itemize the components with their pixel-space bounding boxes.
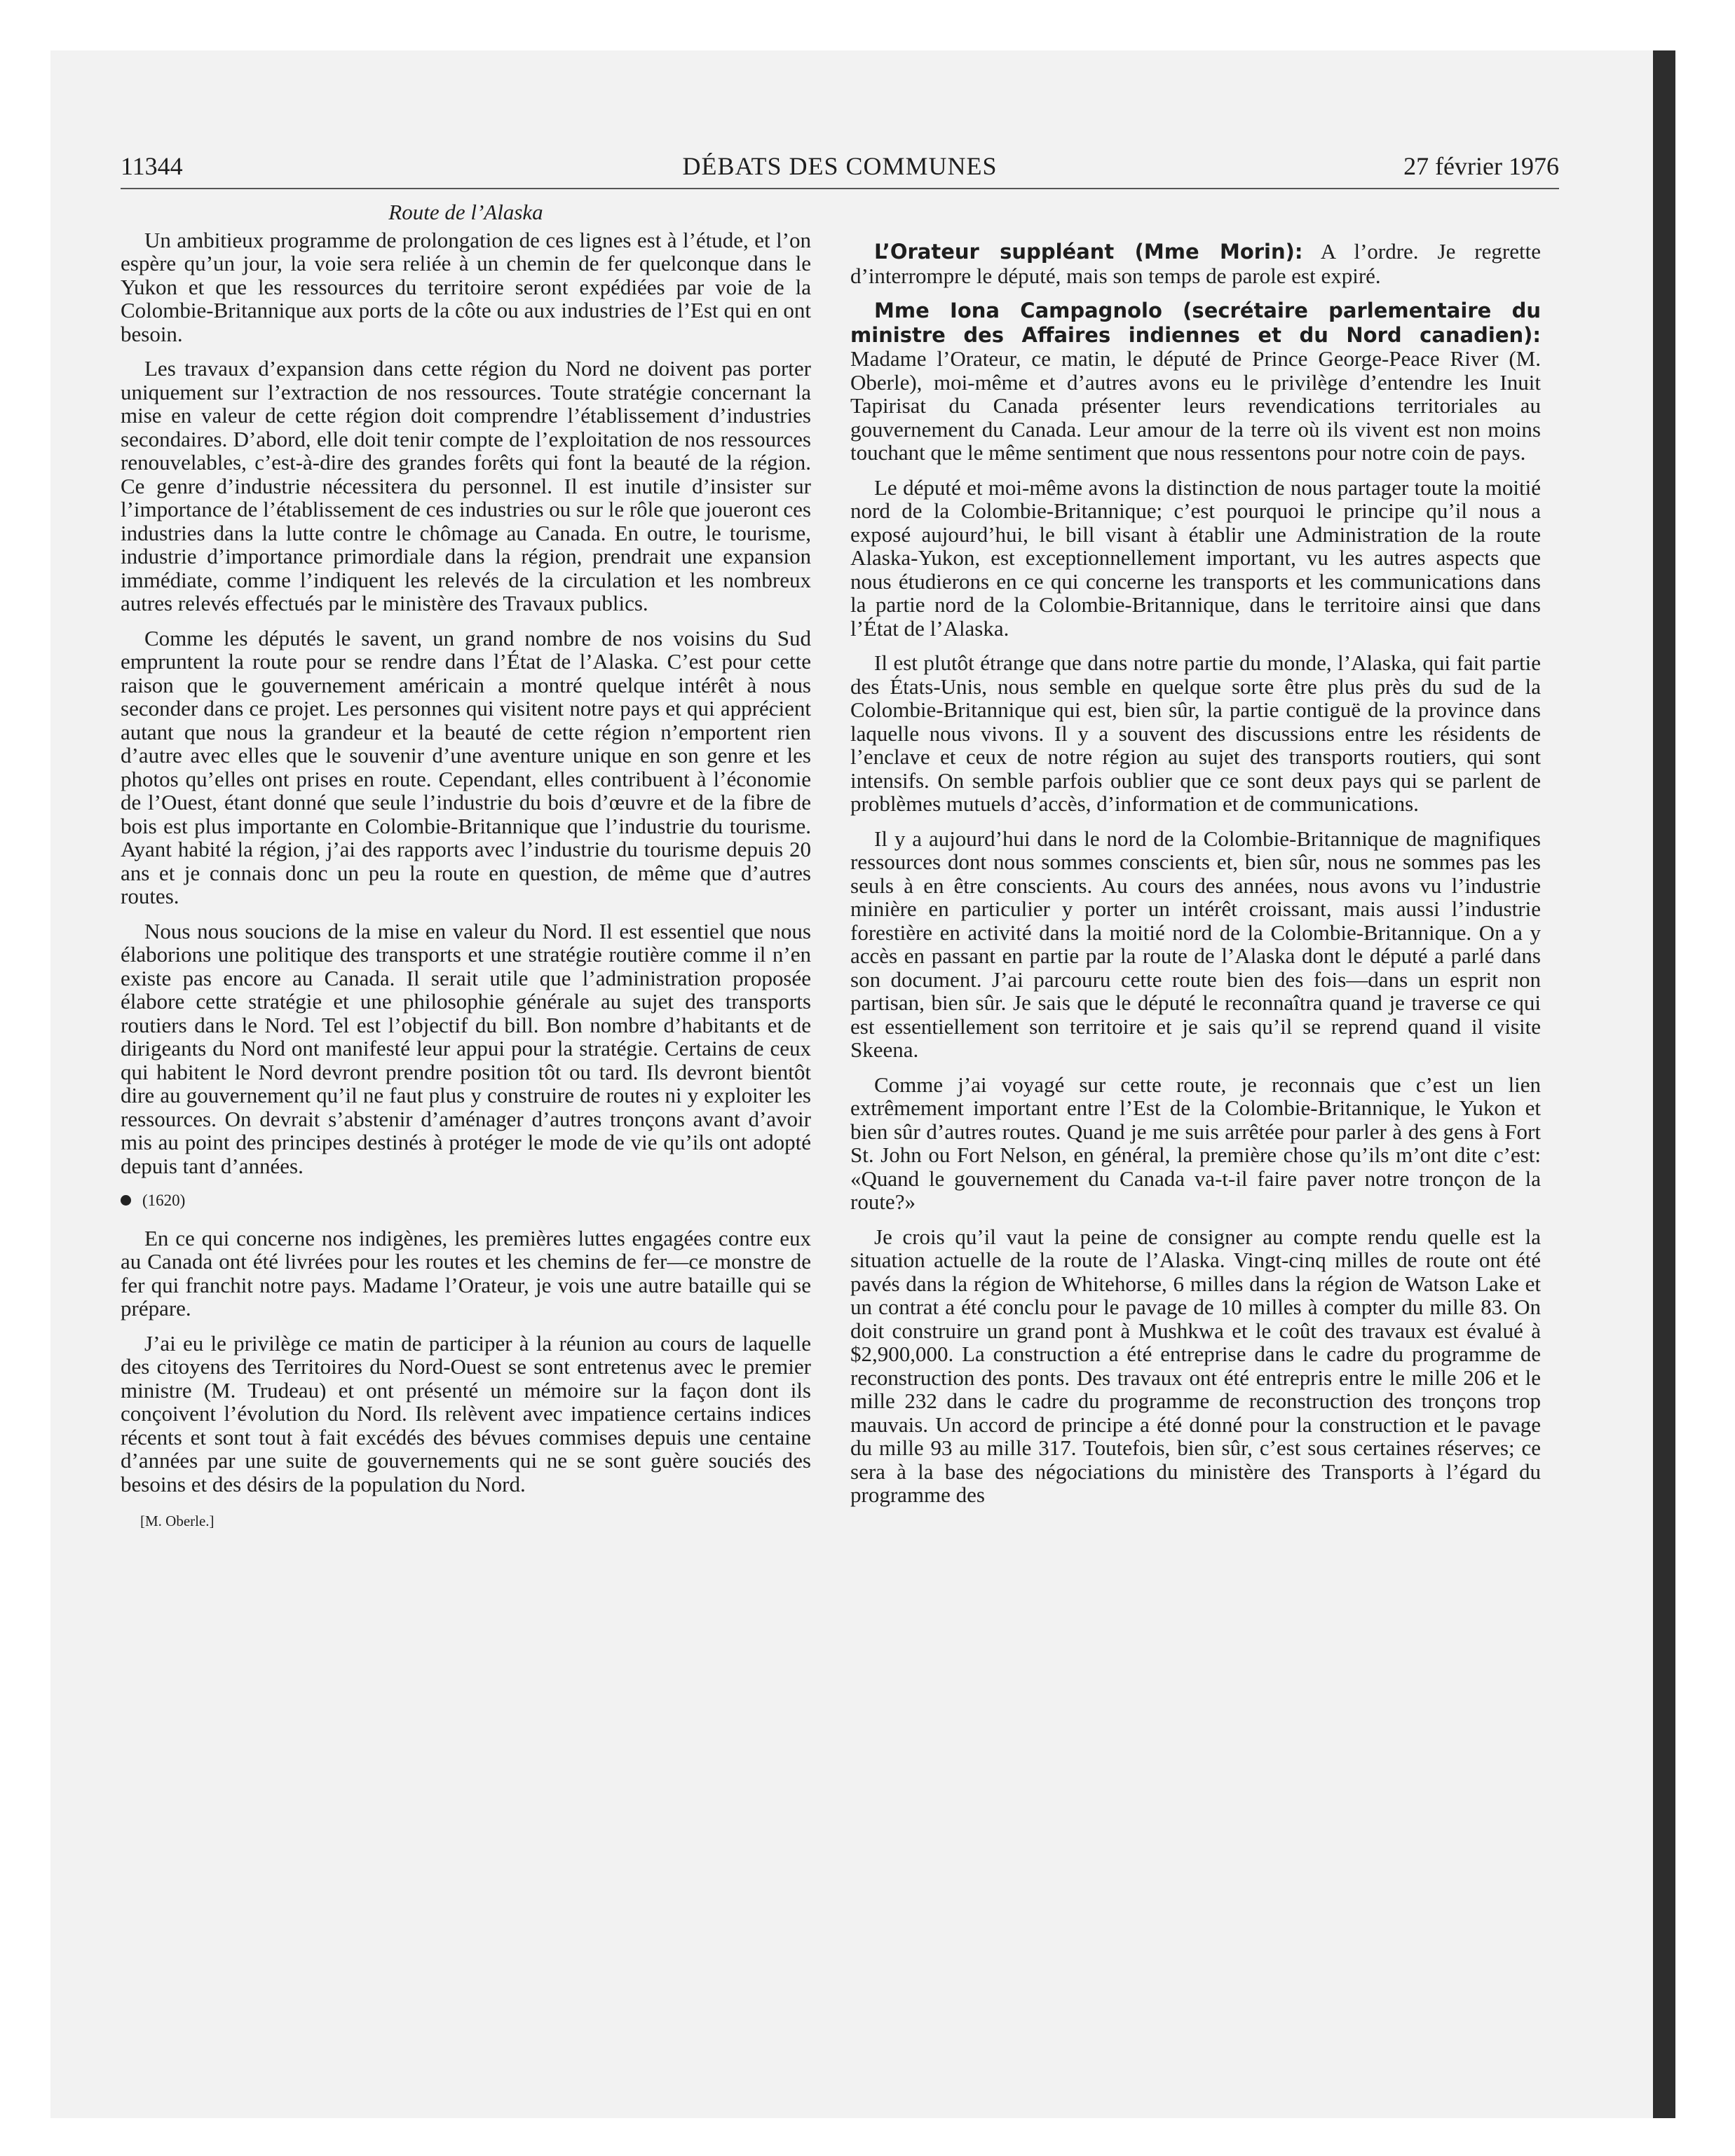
speaker-name: Mme Iona Campagnolo (secrétaire parlementaire du ministre des Affaires indiennes et du Nord canadien): <box>850 299 1541 347</box>
paragraph: Il y a aujourd’hui dans le nord de la Colombie-Britannique de magnifiques ressources dont nous sommes conscients et, bien sûr, nous ne sommes pas les seuls à en être conscients. Au cours des années, nous avons vu l’industrie minière en particulier y porter un intérêt croissant, mais aussi l’industrie forestière en activité dans la moitié nord de la Colombie-Britannique. On a y accès en passant en partie par la route de l’Alaska dont le député a parlé dans son document. J’ai parcouru cette route bien des fois—dans un esprit non partisan, bien sûr. Je sais que le député le reconnaîtra quand je traverse ce qui est essentiellement son territoire et je sais qu’il se reprend quand il visite Skeena. <box>850 826 1541 1062</box>
page-header <box>121 151 1559 189</box>
right-column <box>850 240 1541 1518</box>
publication-date: 27 février 1976 <box>1403 152 1559 180</box>
paragraph: Il est plutôt étrange que dans notre partie du monde, l’Alaska, qui fait partie des États-Unis, nous semble en quelque sorte être plus près du sud de la Colombie-Britannique qui est, bien sûr, la partie contiguë de la province dans laquelle nous vivons. Il y a souvent des discussions entre les résidents de l’enclave et ceux de notre région au sujet des transports routiers, qui sont intensifs. On semble parfois oublier que ce sont deux pays qui se parlent de problèmes mutuels d’accès, d’information et de communications. <box>850 650 1541 816</box>
paragraph: Le député et moi-même avons la distinction de nous partager toute la moitié nord de la Colombie-Britannique; c’est pourquoi le principe qu’il nous a exposé aujourd’hui, le bill visant à établir une Administration de la route Alaska-Yukon, est exceptionnellement important, vu les autres aspects que nous étudierons en ce qui concerne les transports et les communications dans la partie nord de la Colombie-Britannique, dans le territoire ainsi que dans l’État de l’Alaska. <box>850 475 1541 641</box>
paragraph: Nous nous soucions de la mise en valeur du Nord. Il est essentiel que nous élaborions une politique des transports et une stratégie routière comme il n’en existe pas encore au Canada. Il serait utile que l’administration proposée élabore cette stratégie et une philosophie générale au sujet des transports routiers dans le Nord. Tel est l’objectif du bill. Bon nombre d’habitants et de dirigeants du Nord ont manifesté leur appui pour la stratégie. Certains de ceux qui habitent le Nord devront prendre position tôt ou tard. Ils devront bientôt dire au gouvernement qu’il ne faut plus y construire de routes ni y exploiter les ressources. On devrait s’abstenir d’aménager d’autres tronçons avant d’avoir mis au point des principes destinés à protéger le mode de vie qu’ils ont adopté depuis tant d’années. <box>121 918 811 1178</box>
bullet-icon <box>121 1195 131 1206</box>
paragraph: Un ambitieux programme de prolongation de ces lignes est à l’étude, et l’on espère qu’un jour, la voie sera reliée à un chemin de fer quelconque dans le Yukon et que les ressources du territoire seront expédiées par voie de la Colombie-Britannique aux ports de la côte ou aux industries de l’Est qui en ont besoin. <box>121 227 811 346</box>
speaker-attribution: [M. Oberle.] <box>140 1513 215 1529</box>
paragraph: Je crois qu’il vaut la peine de consigner au compte rendu quelle est la situation actuelle de la route de l’Alaska. Vingt-cinq milles de route ont été pavés dans la région de Whitehorse, 6 milles dans la région de Watson Lake et un contrat a été conclu pour le pavage de 10 milles à compter du mille 83. On doit construire un grand pont à Mushkwa et le coût des travaux est évalué à $2,900,000. La construction a été entreprise dans le cadre du programme de reconstruction des ponts. Des travaux ont été entrepris entre le mille 206 et le mille 232 dans le cadre du programme de reconstruction des tronçons trop mauvais. Un accord de principe a été donné pour la construction et le pavage du mille 93 au mille 317. Toutefois, bien sûr, c’est sous certaines réserves; ce sera à la base des négociations du ministère des Transports à l’égard du programme des <box>850 1224 1541 1507</box>
paragraph: En ce qui concerne nos indigènes, les premières luttes engagées contre eux au Canada ont été livrées pour les routes et les chemins de fer—ce monstre de fer qui franchit notre pays. Madame l’Orateur, je vois une autre bataille qui se prépare. <box>121 1225 811 1321</box>
paragraph: Comme les députés le savent, un grand nombre de nos voisins du Sud empruntent la route pour se rendre dans l’État de l’Alaska. C’est pour cette raison que le gouvernement américain a montré quelque intérêt à nous seconder dans ce projet. Les personnes qui visitent notre pays et qui apprécient autant que nous la grandeur et la beauté de cette région n’emportent rien d’autre avec elles que le souvenir d’une aventure unique en son genre et les photos qu’elles ont prises en route. Cependant, elles contribuent à l’économie de l’Ouest, étant donné que seule l’industrie du bois d’œuvre et de la fibre de bois est plus importante en Colombie-Britannique que l’industrie du tourisme. Ayant habité la région, j’ai des rapports avec l’industrie du tourisme depuis 20 ans et je connais donc un peu la route en question, de même que d’autres routes. <box>121 625 811 908</box>
left-column <box>121 200 811 1534</box>
publication-title: DÉBATS DES COMMUNES <box>682 152 998 180</box>
speech-text: Madame l’Orateur, ce matin, le député de Prince George-Peace River (M. Oberle), moi-même et d’autres avons eu le privilège d’entendre les Inuit Tapirisat du Canada présenter leurs revendications territoriales au gouvernement du Canada. Leur amour de la terre où ils vivent est non moins touchant que le même sentiment que nous ressentons pour notre coin de pays. <box>850 346 1541 465</box>
paragraph: J’ai eu le privilège ce matin de participer à la réunion au cours de laquelle des citoyens des Territoires du Nord-Ouest se sont entretenus avec le premier ministre (M. Trudeau) et ont présenté un mémoire sur la façon dont ils conçoivent l’évolution du Nord. Ils relèvent avec impatience certains indices récents et sont tout à fait excédés des bévues commises depuis une centaine d’années par une suite de gouvernements qui ne se sont guère souciés des besoins et des désirs de la population du Nord. <box>121 1330 811 1496</box>
time-marker-label: (1620) <box>142 1192 186 1209</box>
speech-text: A l’ordre. Je regrette d’interrompre le député, mais son temps de parole est expiré. <box>850 239 1542 288</box>
speech-paragraph <box>850 240 1541 287</box>
speaker-name: L’Orateur suppléant (Mme Morin): <box>874 240 1303 264</box>
paragraph: Comme j’ai voyagé sur cette route, je reconnais que c’est un lien extrêmement important entre l’Est de la Colombie-Britannique, le Yukon et bien sûr d’autres routes. Quand je me suis arrêtée pour parler à des gens à Fort St. John ou Fort Nelson, en général, la première chose qu’ils m’ont dite c’est: «Quand le gouvernement du Canada va-t-il faire paver notre tronçon de la route?» <box>850 1072 1541 1214</box>
scan-edge-shadow <box>1653 50 1675 2118</box>
section-subhead: Route de l’Alaska <box>388 200 543 224</box>
page-number: 11344 <box>121 152 183 180</box>
paragraph: Les travaux d’expansion dans cette région du Nord ne doivent pas porter uniquement sur l’extraction de nos ressources. Toute stratégie concernant la mise en valeur de cette région doit comprendre l’établissement d’industries secondaires. D’abord, elle doit tenir compte de l’exploitation de nos ressources renouvelables, c’est-à-dire des grandes forêts qui font la beauté de la région. Ce genre d’industrie nécessitera du personnel. Il est inutile d’insister sur l’importance de l’établissement de ces industries ou sur le rôle que joueront ces industries dans la lutte contre le chômage au Canada. En outre, le tourisme, industrie d’importance primordiale dans la région, prendrait une expansion immédiate, comme l’indiquent les relevés de la circulation et les nombreux autres relevés effectués par le ministère des Travaux publics. <box>121 356 811 615</box>
time-marker <box>121 1189 811 1213</box>
speech-paragraph <box>850 299 1541 465</box>
